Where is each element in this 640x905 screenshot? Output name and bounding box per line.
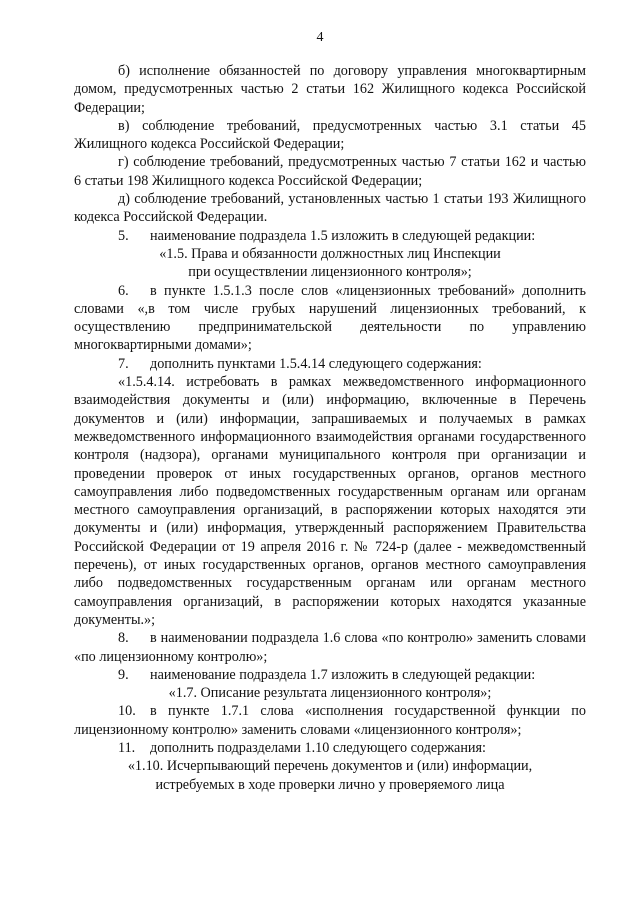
item-6-number: 6.	[118, 282, 129, 299]
quote-1-5-4-14: «1.5.4.14. истребовать в рамках межведомственного информационного взаимодействия документы и (или) информацию, включенные в Перечень документов и (или) информации, запрашиваемых и получаемых в рамках межведомственного информационного взаимодействия органами государственного контроля (надзора), органами муниципального контроля при организации и проведении проверок от иных государственных органов, органов местного самоуправления либо подведомственных государственным органам или органам местного самоуправления организаций, в распоряжении которых находятся эти документы и (или) информация, утвержденный распоряжением Правительства Российской Федерации от 19 апреля 2016 г. № 724-р (далее - межведомственный перечень), от иных государственных органов, органов местного самоуправления либо подведомственных государственным органам или органам местного самоуправления организаций, в распоряжении которых находятся указанные документы.»;	[74, 374, 586, 628]
paragraph-b: б) исполнение обязанностей по договору управления многоквартирным домом, предусмотренных частью 2 статьи 162 Жилищного кодекса Российской Федерации;	[74, 63, 586, 116]
item-9-number: 9.	[118, 666, 129, 683]
page-number: 4	[316, 30, 324, 45]
item-7	[74, 355, 586, 373]
item-7-text: дополнить пунктами 1.5.4.14 следующего содержания:	[150, 355, 482, 372]
document-body	[74, 62, 586, 794]
item-8-number: 8.	[118, 630, 129, 647]
item-9	[74, 666, 586, 684]
item-5-text: наименование подраздела 1.5 изложить в следующей редакции:	[150, 227, 536, 244]
item-10	[74, 702, 586, 739]
heading-1-5-line1: «1.5. Права и обязанности должностных лиц Инспекции	[159, 245, 501, 262]
item-11-text: дополнить подразделами 1.10 следующего содержания:	[150, 739, 486, 756]
item-5-number: 5.	[118, 227, 129, 244]
item-11	[74, 739, 586, 757]
heading-1-7: «1.7. Описание результата лицензионного контроля»;	[168, 685, 492, 702]
item-6	[74, 282, 586, 355]
item-5	[74, 227, 586, 245]
item-9-text: наименование подраздела 1.7 изложить в следующей редакции:	[150, 666, 536, 683]
item-6-text: в пункте 1.5.1.3 после слов «лицензионных требований» дополнить словами «,в том числе грубых нарушений лицензионных требований, к осуществлению предпринимательской деятельности по управлению многоквартирными домами»;	[74, 282, 586, 354]
heading-1-5-line2: при осуществлении лицензионного контроля»;	[188, 264, 472, 281]
item-10-number: 10.	[118, 703, 136, 720]
item-7-number: 7.	[118, 355, 129, 372]
paragraph-v: в) соблюдение требований, предусмотренных частью 3.1 статьи 45 Жилищного кодекса Российской Федерации;	[74, 117, 586, 153]
heading-1-10-line1: «1.10. Исчерпывающий перечень документов и (или) информации,	[127, 758, 533, 775]
paragraph-g: г) соблюдение требований, предусмотренных частью 7 статьи 162 и частью 6 статьи 198 Жилищного кодекса Российской Федерации;	[74, 154, 586, 189]
item-8	[74, 629, 586, 666]
paragraph-d: д) соблюдение требований, установленных частью 1 статьи 193 Жилищного кодекса Российской Федерации.	[74, 191, 586, 226]
item-11-number: 11.	[118, 739, 136, 756]
item-10-text: в пункте 1.7.1 слова «исполнения государственной функции по лицензионному контролю» заменить словами «лицензионного контроля»;	[74, 703, 586, 738]
heading-1-10-line2: истребуемых в ходе проверки лично у проверяемого лица	[155, 776, 505, 793]
item-8-text: в наименовании подраздела 1.6 слова «по контролю» заменить словами «по лицензионному контролю»;	[74, 630, 586, 665]
